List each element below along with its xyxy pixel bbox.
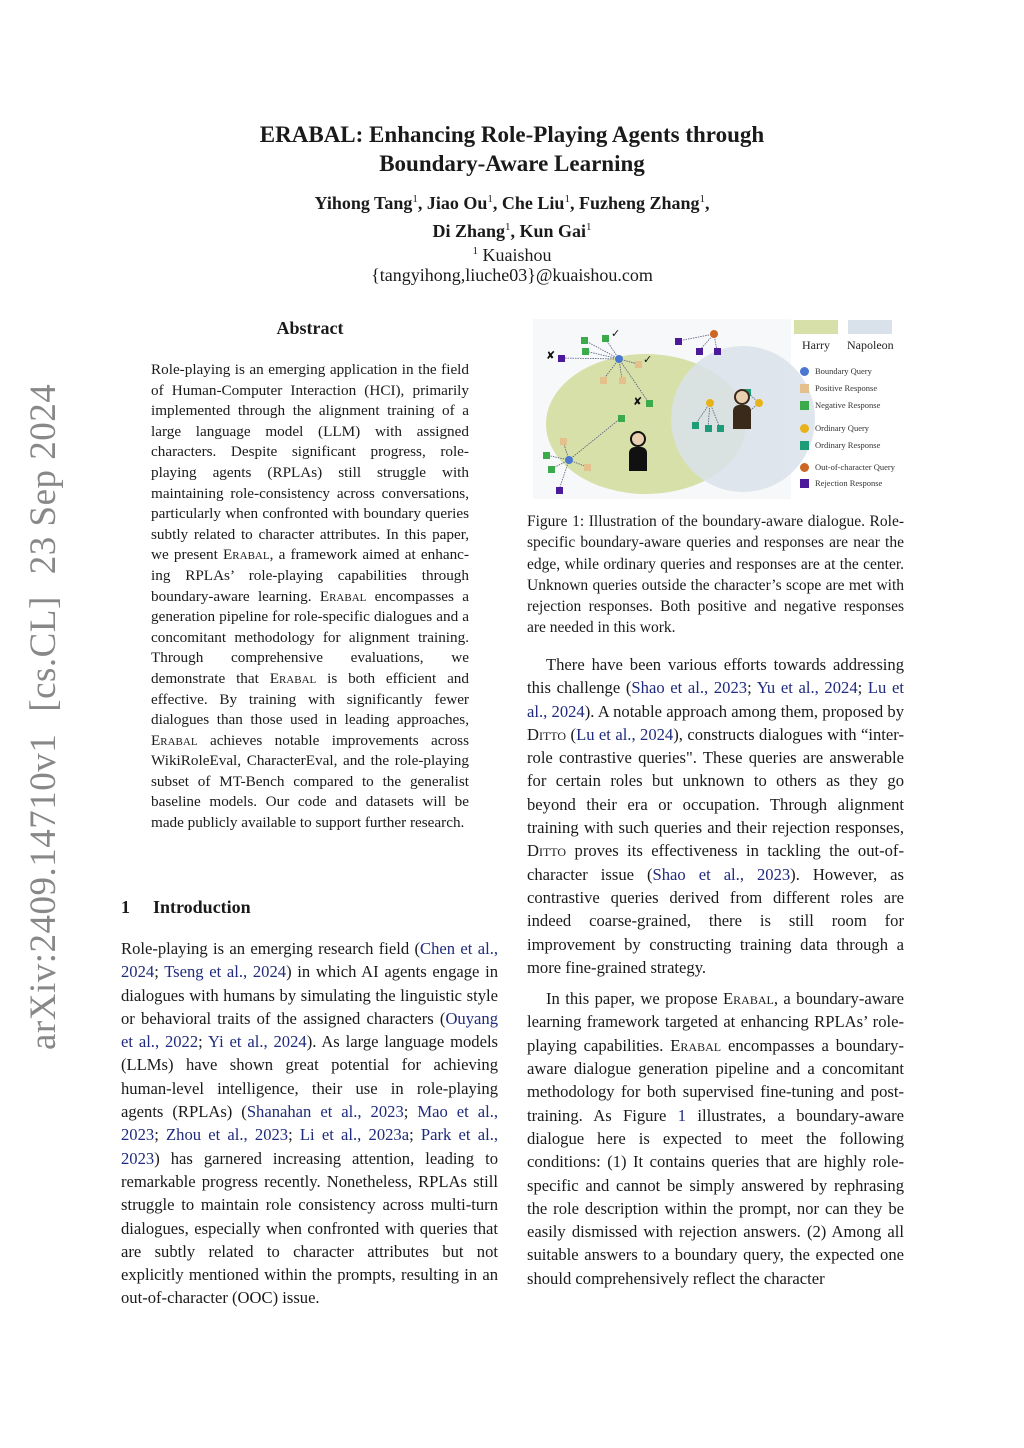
paragraph-proposal: In this paper, we propose Erabal, a boundary-aware learning framework targeted at enhancing RPLAs’ role-playing capabilities. Erabal encompasses a boundary-aware dialogue generation pipeline and a concomitant methodology for both supervised fine-tuning and post-training. As Figure 1 illustrates, a boundary-aware dialogue here is expected to meet the following conditions: (1) It contains queries that are highly role-specific and cannot be simply answered by rephrasing the role description within the prompt, nor can they be easily dismissed with rejection answers. (2) Among all suitable answers to a boundary query, the expected one should comprehensively reflect the character <box>527 989 905 1288</box>
method-name: Erabal <box>223 546 270 564</box>
napoleon-portrait-icon <box>733 389 751 429</box>
author: Che Liu$^1$ <box>501 193 570 213</box>
method-name: Erabal <box>723 989 774 1009</box>
citation-link[interactable]: Shanahan et al., 2023 <box>246 1102 404 1122</box>
negative-response-node <box>581 337 588 344</box>
citation-link[interactable]: Shao et al., 2023 <box>631 678 748 698</box>
legend-harry-swatch <box>794 320 838 334</box>
positive-response-node <box>619 377 626 384</box>
legend-napoleon-swatch <box>848 320 892 334</box>
cross-mark-icon: ✘ <box>633 395 643 408</box>
author: Yihong Tang$^1$ <box>314 193 418 213</box>
citation-link[interactable]: Lu et al., 2024 <box>527 678 904 721</box>
right-column <box>527 653 904 1290</box>
method-name: Ditto <box>527 841 567 861</box>
legend-label: Out-of-character Query <box>815 462 895 472</box>
author-list: Yihong Tang$^1$, Jiao Ou$^1$, Che Liu$^1$, Fuzheng Zhang$^1$, Di Zhang$^1$, Kun Gai$^1$ <box>314 193 710 241</box>
section-heading-introduction: 1 Introduction <box>121 897 251 917</box>
citation-link[interactable]: Tseng et al., 2024 <box>164 962 287 982</box>
citation-link[interactable]: Zhou et al., 2023 <box>166 1125 289 1145</box>
introduction-paragraph: Role-playing is an emerging research field (Chen et al., 2024; Tseng et al., 2024) in which AI agents engage in dialogues with humans by simulating the linguistic style or behavioral traits of the assigned characters (Ouyang et al., 2022; Yi et al., 2024). As large language models (LLMs) have shown great potential for achieving human-level intelligence, their use in role-playing agents (RPLAs) (Shanahan et al., 2023; Mao et al., 2023; Zhou et al., 2023; Li et al., 2023a; Park et al., 2023) has garnered increasing attention, leading to remarkable progress recently. Nonetheless, RPLAs still struggle to maintain role consistency across multi-turn dialogues, especially when confronted with queries that are subtly related to character attributes but not explicitly mentioned within the prompts, resulting in an out-of-character (OOC) issue. <box>121 939 499 1308</box>
rejection-response-node <box>696 348 703 355</box>
legend-circle-swatch <box>800 367 809 376</box>
method-name: Erabal <box>269 669 317 687</box>
citation-link[interactable]: Li et al., 2023a <box>299 1125 410 1145</box>
author: Di Zhang$^1$ <box>432 221 511 241</box>
positive-response-node <box>600 377 607 384</box>
legend-square-swatch <box>800 384 809 393</box>
title-line-1: ERABAL: Enhancing Role-Playing Agents through <box>259 122 765 147</box>
citation-link[interactable]: Park et al., 2023 <box>121 1125 498 1168</box>
ordinary-response-node <box>692 422 699 429</box>
legend-square-swatch <box>800 401 809 410</box>
legend-label: Rejection Response <box>815 478 883 488</box>
negative-response-node <box>646 400 653 407</box>
legend-circle-swatch <box>800 424 809 433</box>
legend-label: Boundary Query <box>815 366 872 376</box>
negative-response-node <box>602 335 609 342</box>
legend-label: Positive Response <box>815 383 878 393</box>
citation-link[interactable]: Yi et al., 2024 <box>208 1032 307 1052</box>
check-mark-icon: ✓ <box>643 353 653 366</box>
ordinary-response-node <box>705 425 712 432</box>
positive-response-node <box>584 464 591 471</box>
abstract-heading: Abstract <box>276 318 344 338</box>
abstract-body: Role-playing is an emerging application in the field of Human-Computer Interaction (HCI), primarily implemented through the alignment training of a large language model (LLM) with assigned characters. Despite significant progress, role-playing agents (RPLAs) still struggle with maintaining role-consistency across conversations, particularly when confronted with boundary queries subtly related to character attributes. In this paper, we present Erabal, a framework aimed at enhancing RPLAs’ role-playing capabilities through boundary-aware learning. Erabal encompasses a generation pipeline for role-specific dialogues and a concomitant methodology for alignment training. Through comprehensive evaluations, we demonstrate that Erabal is both efficient and effective. By training with significantly fewer dialogues than those used in leading approaches, Erabal achieves notable improvements across WikiRoleEval, CharacterEval, and the role-playing subset of MT-Bench compared to the generalist baseline models. Our code and datasets will be made publicly available to support further research. <box>151 361 469 832</box>
citation-link[interactable]: Ouyang et al., 2022 <box>121 1008 498 1052</box>
check-mark-icon: ✓ <box>611 327 621 340</box>
citation-link[interactable]: Shao et al., 2023 <box>652 864 791 884</box>
rejection-response-node <box>558 355 565 362</box>
figure-caption: Figure 1: Illustration of the boundary-aware dialogue. Role-specific boundary-aware queries and responses are near the edge, while ordinary queries and responses are at the center. Unknown queries outside the character’s scope are met with rejection responses. Both positive and negative responses are needed in this work. <box>527 513 904 637</box>
negative-response-node <box>618 415 625 422</box>
legend-harry-label: Harry <box>802 338 830 352</box>
ordinary-query-node <box>755 399 763 407</box>
figure-nodes <box>533 319 793 499</box>
boundary-query-node <box>565 456 573 464</box>
method-name: Erabal <box>151 731 198 749</box>
arxiv-id: arXiv:2409.14710v1 <box>23 733 64 1050</box>
cross-mark-icon: ✘ <box>546 349 556 362</box>
author-email: {tangyihong,liuche03}@kuaishou.com <box>371 265 653 285</box>
citation-link[interactable]: Lu et al., 2024 <box>576 724 674 744</box>
author: Fuzheng Zhang$^1$ <box>578 193 705 213</box>
ordinary-query-node <box>706 399 714 407</box>
ordinary-response-node <box>717 425 724 432</box>
title-line-2: Boundary-Aware Learning <box>379 151 645 176</box>
negative-response-node <box>543 452 550 459</box>
legend-label: Negative Response <box>815 400 881 410</box>
method-name: Erabal <box>670 1035 722 1055</box>
method-name: Erabal <box>319 587 367 605</box>
rejection-response-node <box>675 338 682 345</box>
paper-title <box>120 120 904 178</box>
rejection-response-node <box>556 487 563 494</box>
boundary-query-node <box>615 355 623 363</box>
paragraph-prior-work: There have been various efforts towards addressing this challenge (Shao et al., 2023; Yu et al., 2024; Lu et al., 2024). A notable approach among them, proposed by Ditto (Lu et al., 2024), constructs dialogues with “inter-role contrastive queries". These queries are answerable for certain roles but unknown to others as they go beyond their era or occupation. Through alignment training with such queries and their rejection responses, Ditto proves its effectiveness in tackling the out-of-character issue (Shao et al., 2023). However, as contrastive queries derived from different roles are indeed coarse-grained, there is still room for improvement by constructing training data through a more fine-grained strategy. <box>527 655 905 977</box>
positive-response-node <box>560 438 567 445</box>
author: Kun Gai$^1$ <box>519 221 592 241</box>
negative-response-node <box>548 466 555 473</box>
legend-label: Ordinary Response <box>815 440 881 450</box>
legend-napoleon-label: Napoleon <box>847 338 894 352</box>
harry-portrait-icon <box>629 431 647 471</box>
arxiv-date: 23 Sep 2024 <box>23 383 64 575</box>
affiliation: $^1$ Kuaishou <box>472 245 552 265</box>
citation-link[interactable]: Chen et al., 2024 <box>121 939 499 982</box>
legend-square-swatch <box>800 479 809 488</box>
ooc-query-node <box>710 330 718 338</box>
positive-response-node <box>635 361 642 368</box>
legend-circle-swatch <box>800 463 809 472</box>
legend-label: Ordinary Query <box>815 423 870 433</box>
legend-square-swatch <box>800 441 809 450</box>
arxiv-category: [cs.CL] <box>23 596 64 712</box>
method-name: Ditto <box>527 724 567 744</box>
citation-link[interactable]: Mao et al., 2023 <box>121 1102 499 1145</box>
arxiv-stamp <box>22 362 65 1050</box>
author: Jiao Ou$^1$ <box>426 193 493 213</box>
negative-response-node <box>582 348 589 355</box>
figure-reference-link[interactable]: 1 <box>677 1105 687 1125</box>
rejection-response-node <box>714 348 721 355</box>
citation-link[interactable]: Yu et al., 2024 <box>756 678 858 698</box>
